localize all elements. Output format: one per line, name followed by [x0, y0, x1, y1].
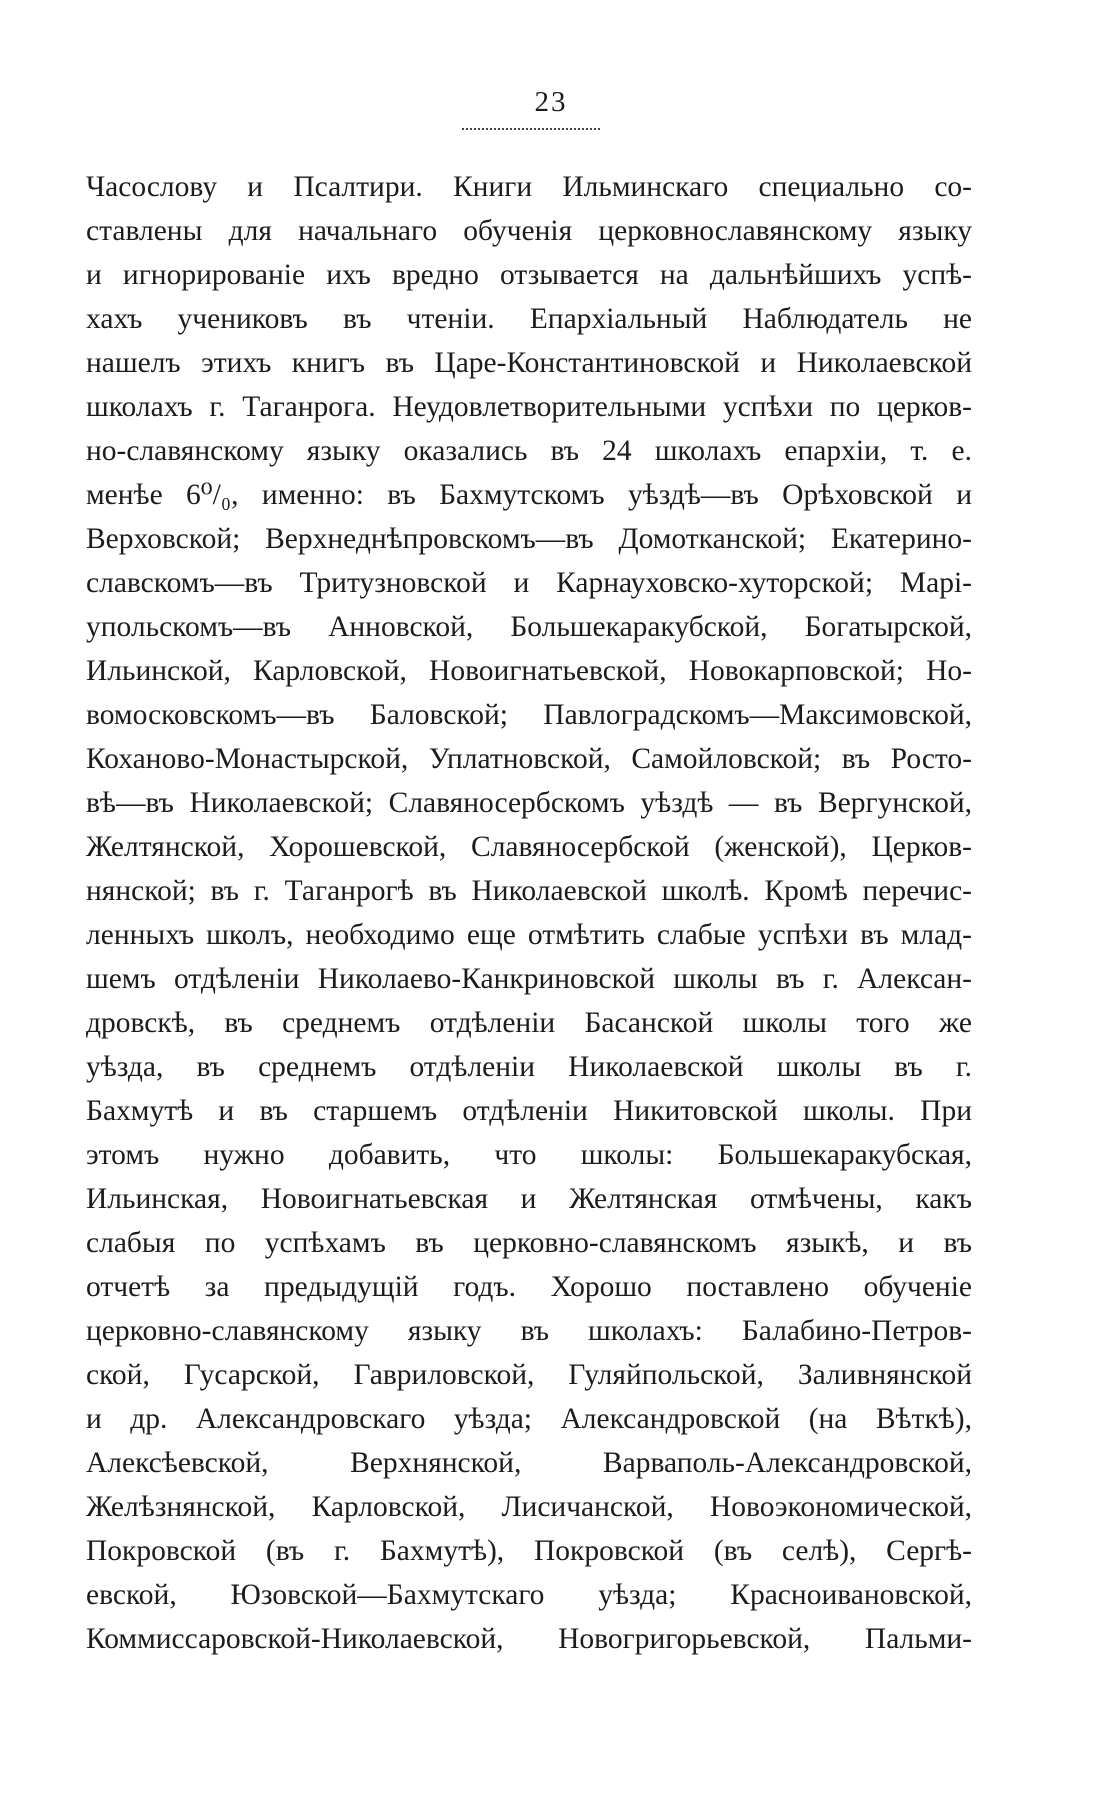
text-line: Алексѣевской, Верхнянской, Варваполь-Александровской, [86, 1447, 972, 1479]
text-line: нашелъ этихъ книгъ въ Царе-Константиновской и Николаевской [86, 347, 972, 379]
text-line: упольскомъ—въ Анновской, Большекаракубской, Богатырской, [86, 611, 972, 643]
text-line: Часослову и Псалтири. Книги Ильминскаго специально со- [86, 171, 972, 203]
text-line: Верховской; Верхнеднѣпровскомъ—въ Домотканской; Екатерино- [86, 523, 972, 555]
body-text [86, 165, 972, 1661]
text-line: евской, Юзовской—Бахмутскаго уѣзда; Красноивановской, [86, 1579, 972, 1611]
header-rule [462, 128, 600, 130]
text-line: вомосковскомъ—въ Баловской; Павлоградскомъ—Максимовской, [86, 699, 972, 731]
text-line: церковно-славянскому языку въ школахъ: Балабино-Петров- [86, 1315, 972, 1347]
text-line: менѣе 6⁰/₀, именно: въ Бахмутскомъ уѣздѣ—въ Орѣховской и [86, 479, 972, 511]
text-line: отчетѣ за предыдущій годъ. Хорошо поставлено обученіе [86, 1271, 972, 1303]
text-line: ставлены для начальнаго обученія церковнославянскому языку [86, 215, 972, 247]
text-line: Кохановo-Монастырской, Уплатновской, Самойловской; въ Росто- [86, 743, 972, 775]
text-line: славскомъ—въ Тритузновской и Карнауховско-хуторской; Марі- [86, 567, 972, 599]
text-line: ской, Гусарской, Гавриловской, Гуляйпольской, Заливнянской [86, 1359, 972, 1391]
text-line: Покровской (въ г. Бахмутѣ), Покровской (въ селѣ), Сергѣ- [86, 1535, 972, 1567]
text-line: Бахмутѣ и въ старшемъ отдѣленіи Никитовской школы. При [86, 1095, 972, 1127]
text-line: дровскѣ, въ среднемъ отдѣленіи Басанской школы того же [86, 1007, 972, 1039]
page-number: 23 [534, 86, 568, 118]
text-line: школахъ г. Таганрога. Неудовлетворительными успѣхи по церков- [86, 391, 972, 423]
text-line: Ильинская, Новоигнатьевская и Желтянская отмѣчены, какъ [86, 1183, 972, 1215]
text-line: ленныхъ школъ, необходимо еще отмѣтить слабые успѣхи въ млад- [86, 919, 972, 951]
text-line: Желѣзнянской, Карловской, Лисичанской, Новоэкономической, [86, 1491, 972, 1523]
text-line: и игнорированіе ихъ вредно отзывается на дальнѣйшихъ успѣ- [86, 259, 972, 291]
text-line: Ильинской, Карловской, Новоигнатьевской, Новокарповской; Но- [86, 655, 972, 687]
text-line: хахъ учениковъ въ чтеніи. Епархіальный Наблюдатель не [86, 303, 972, 335]
text-line: Желтянской, Хорошевской, Славяносербской (женской), Церков- [86, 831, 972, 863]
text-line: Коммиссаровской-Николаевской, Новогригорьевской, Пальми- [86, 1623, 972, 1655]
text-line: слабыя по успѣхамъ въ церковно-славянскомъ языкѣ, и въ [86, 1227, 972, 1259]
text-line: нянской; въ г. Таганрогѣ въ Николаевской школѣ. Кромѣ перечис- [86, 875, 972, 907]
text-line: уѣзда, въ среднемъ отдѣленіи Николаевской школы въ г. [86, 1051, 972, 1083]
text-line: и др. Александровскаго уѣзда; Александровской (на Вѣткѣ), [86, 1403, 972, 1435]
text-line: шемъ отдѣленіи Николаево-Канкриновской школы въ г. Алексан- [86, 963, 972, 995]
text-line: вѣ—въ Николаевской; Славяносербскомъ уѣздѣ — въ Вергунской, [86, 787, 972, 819]
text-line: но-славянскому языку оказались въ 24 школахъ епархіи, т. е. [86, 435, 972, 467]
text-line: этомъ нужно добавить, что школы: Большекаракубская, [86, 1139, 972, 1171]
